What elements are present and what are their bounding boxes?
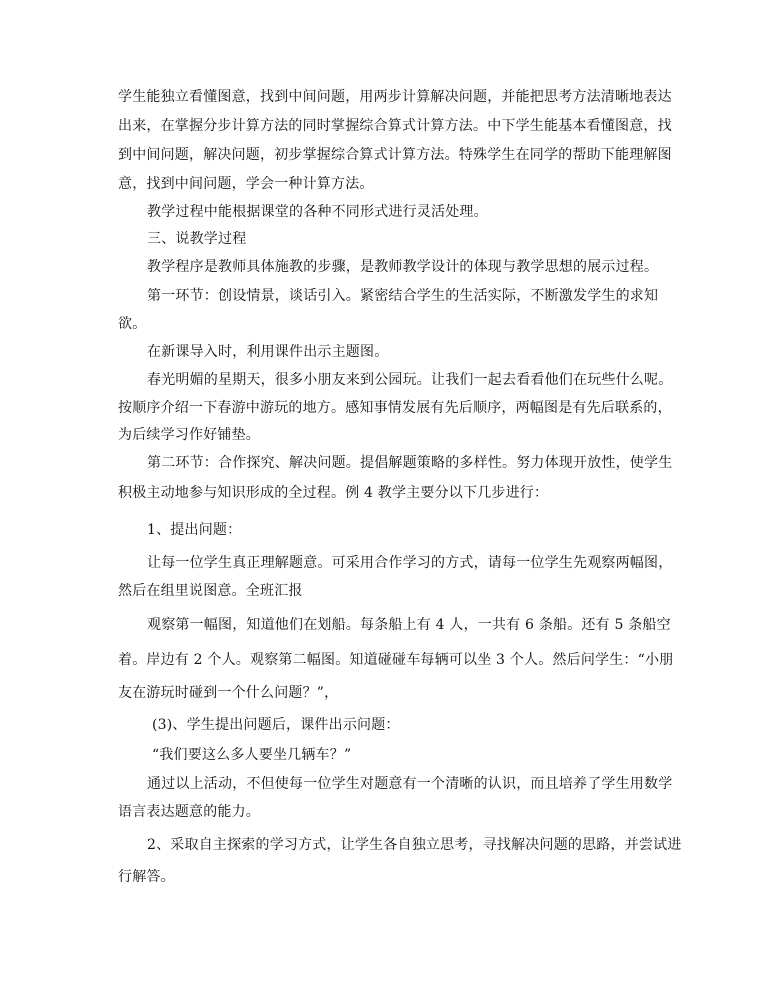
text-line: 行解答。 xyxy=(118,869,175,885)
text-line: 然后在组里说图意。全班汇报 xyxy=(118,583,303,599)
text-line: 积极主动地参与知识形成的全过程。例 4 教学主要分以下几步进行： xyxy=(118,485,549,501)
text-line: 按顺序介绍一下春游中游玩的地方。感知事情发展有先后顺序，两幅图是有先后联系的， xyxy=(118,400,672,416)
list-item-heading: (3)、学生提出问题后，课件出示问题： xyxy=(152,717,400,733)
text-line: 教学程序是教师具体施教的步骤，是教师教学设计的体现与教学思想的展示过程。 xyxy=(147,259,659,275)
text-line: 观察第一幅图，知道他们在划船。每条船上有 4 人，一共有 6 条船。还有 5 条船空 xyxy=(147,617,671,633)
list-item-heading: 2、采取自主探索的学习方式，让学生各自独立思考，寻找解决问题的思路，并尝试进 xyxy=(147,837,682,853)
text-line: 春光明媚的星期天，很多小朋友来到公园玩。让我们一起去看看他们在玩些什么呢。 xyxy=(147,372,673,388)
list-item-heading: 1、提出问题： xyxy=(147,522,242,538)
text-line: 友在游玩时碰到一个什么问题？”， xyxy=(118,685,339,701)
text-line: 到中间问题，解决问题，初步掌握综合算式计算方法。特殊学生在同学的帮助下能理解图 xyxy=(118,147,672,163)
text-line: 第一环节：创设情景，谈话引入。紧密结合学生的生活实际，不断激发学生的求知 xyxy=(147,288,659,304)
text-line: 通过以上活动，不但使每一位学生对题意有一个清晰的认识，而且培养了学生用数学 xyxy=(147,776,673,792)
section-heading: 三、说教学过程 xyxy=(147,231,247,247)
text-line: 着。岸边有 2 个人。观察第二幅图。知道碰碰车每辆可以坐 3 个人。然后问学生：“小朋 xyxy=(118,652,674,668)
text-line: 第二环节：合作探究、解决问题。提倡解题策略的多样性。努力体现开放性，使学生 xyxy=(147,455,673,471)
text-line: 出来，在掌握分步计算方法的同时掌握综合算式计算方法。中下学生能基本看懂图意，找 xyxy=(118,118,672,134)
quoted-question: “我们要这么多人要坐几辆车？” xyxy=(152,747,352,763)
text-line: 让每一位学生真正理解题意。可采用合作学习的方式，请每一位学生先观察两幅图， xyxy=(147,555,673,571)
text-line: 学生能独立看懂图意，找到中间问题，用两步计算解决问题，并能把思考方法清晰地表达 xyxy=(118,89,672,105)
text-line: 为后续学习作好铺垫。 xyxy=(118,427,260,443)
text-line: 意，找到中间问题，学会一种计算方法。 xyxy=(118,176,374,192)
text-line: 语言表达题意的能力。 xyxy=(118,804,260,820)
text-line: 在新课导入时，利用课件出示主题图。 xyxy=(147,344,389,360)
text-line: 教学过程中能根据课堂的各种不同形式进行灵活处理。 xyxy=(147,204,488,220)
text-line: 欲。 xyxy=(118,316,147,332)
